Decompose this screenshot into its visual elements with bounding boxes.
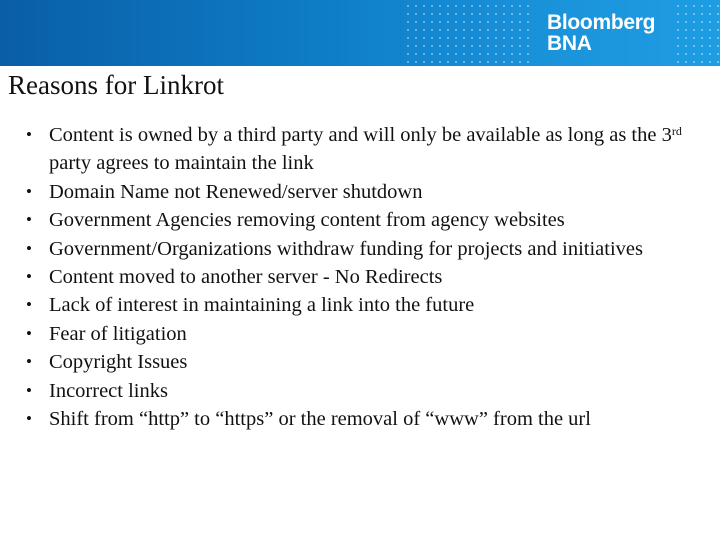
list-item xyxy=(26,405,706,433)
list-item xyxy=(26,291,706,319)
slide-title: Reasons for Linkrot xyxy=(8,70,224,100)
bullet-superscript: rd xyxy=(671,124,682,138)
list-item xyxy=(26,121,706,178)
bullet-text: Government/Organizations withdraw funding for projects and initiatives xyxy=(49,237,643,260)
bullet-text: Fear of litigation xyxy=(49,322,187,345)
bullet-icon: • xyxy=(26,238,32,258)
list-item xyxy=(26,178,706,206)
header-dot-pattern xyxy=(402,0,530,66)
bullet-icon: • xyxy=(26,267,32,287)
bullet-icon: • xyxy=(26,125,32,144)
list-item xyxy=(26,320,706,348)
bullet-icon: • xyxy=(26,181,32,201)
bullet-icon: • xyxy=(26,409,32,429)
bullet-text: Content moved to another server - No Redirects xyxy=(49,266,443,289)
bullet-text: Content is owned by a third party and will only be available as long as the 3 xyxy=(49,124,672,146)
list-item xyxy=(26,263,706,291)
bullet-icon: • xyxy=(26,352,32,372)
header-band xyxy=(0,0,720,66)
bloomberg-bna-logo xyxy=(547,12,655,54)
bullet-text: party agrees to maintain the link xyxy=(49,152,314,175)
bullet-text: Domain Name not Renewed/server shutdown xyxy=(49,180,423,203)
list-item xyxy=(26,348,706,376)
logo-line-1: Bloomberg xyxy=(547,11,656,34)
bullet-text: Government Agencies removing content from agency websites xyxy=(49,209,565,232)
bullet-text: Shift from “http” to “https” or the removal of “www” from the url xyxy=(49,408,591,431)
list-item xyxy=(26,235,706,263)
bullet-text: Lack of interest in maintaining a link into the future xyxy=(49,294,475,317)
bullet-text: Incorrect links xyxy=(49,379,168,402)
bullet-icon: • xyxy=(26,323,32,343)
bullet-icon: • xyxy=(26,210,32,230)
bullet-list xyxy=(26,121,706,433)
bullet-text: Copyright Issues xyxy=(49,351,188,374)
list-item xyxy=(26,206,706,234)
list-item xyxy=(26,377,706,405)
bullet-icon: • xyxy=(26,380,32,400)
bullet-icon: • xyxy=(26,295,32,315)
logo-line-2: BNA xyxy=(547,32,592,55)
header-dot-pattern-right xyxy=(672,0,720,66)
